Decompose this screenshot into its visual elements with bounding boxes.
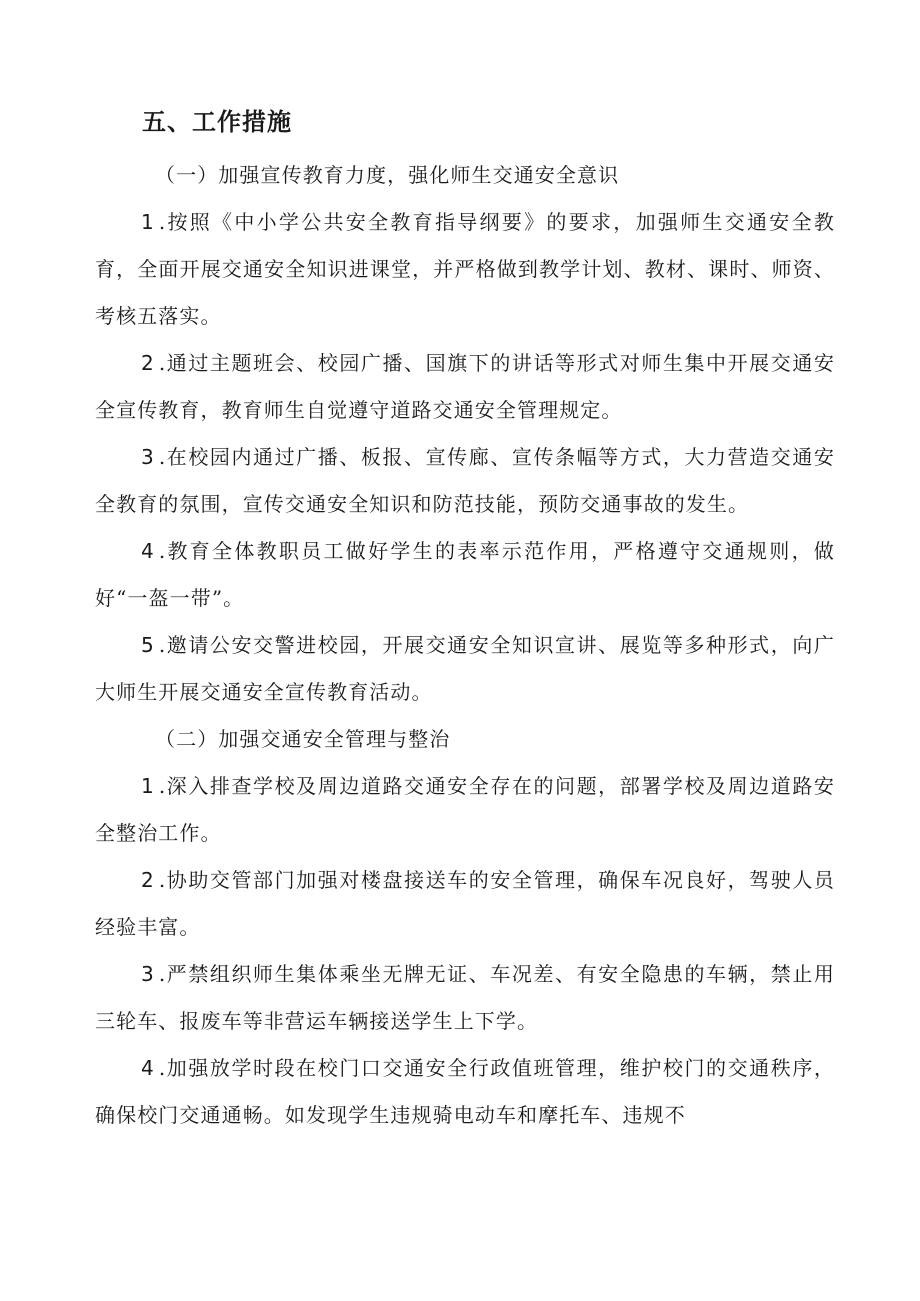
paragraph-text: .深入排查学校及周边道路交通安全存在的问题，部署学校及周边道路安全整治工作。: [95, 774, 835, 845]
subsection-heading: [95, 152, 835, 199]
paragraph-text: .教育全体教职员工做好学生的表率示范作用，严格遵守交通规则，做好“一盔一带”。: [95, 539, 835, 610]
list-item: [95, 1045, 835, 1139]
paragraph-text: .通过主题班会、校园广播、国旗下的讲话等形式对师生集中开展交通安全宣传教育，教育师生自觉遵守道路交通安全管理规定。: [95, 351, 835, 422]
list-item: [95, 199, 835, 340]
item-number: 1: [141, 210, 155, 234]
item-number: 4: [141, 539, 155, 563]
item-number: 4: [141, 1056, 155, 1080]
item-number: 1: [141, 774, 155, 798]
paragraph-text: （一）加强宣传教育力度，强化师生交通安全意识: [155, 163, 620, 187]
paragraph-text: .严禁组织师生集体乘坐无牌无证、车况差、有安全隐患的车辆，禁止用三轮车、报废车等非营运车辆接送学生上下学。: [95, 962, 835, 1033]
item-number: 2: [141, 351, 155, 375]
item-number: 3: [141, 962, 155, 986]
item-number: 5: [141, 633, 155, 657]
list-item: [95, 763, 835, 857]
list-item: [95, 340, 835, 434]
paragraph-text: .加强放学时段在校门口交通安全行政值班管理，维护校门的交通秩序，确保校门交通通畅。如发现学生违规骑电动车和摩托车、违规不: [95, 1056, 835, 1127]
list-item: [95, 434, 835, 528]
item-number: 2: [141, 868, 155, 892]
list-item: [95, 528, 835, 622]
paragraph-text: .邀请公安交警进校园，开展交通安全知识宣讲、展览等多种形式，向广大师生开展交通安全宣传教育活动。: [95, 633, 835, 704]
list-item: [95, 622, 835, 716]
paragraph-text: .协助交管部门加强对楼盘接送车的安全管理，确保车况良好，驾驶人员经验丰富。: [95, 868, 835, 939]
paragraph-text: （二）加强交通安全管理与整治: [155, 727, 451, 751]
paragraph-text: .在校园内通过广播、板报、宣传廊、宣传条幅等方式，大力营造交通安全教育的氛围，宣传交通安全知识和防范技能，预防交通事故的发生。: [95, 445, 835, 516]
list-item: [95, 951, 835, 1045]
list-item: [95, 857, 835, 951]
document-body: [95, 152, 835, 1139]
section-heading: 五、工作措施: [142, 108, 292, 136]
item-number: 3: [141, 445, 155, 469]
subsection-heading: [95, 716, 835, 763]
paragraph-text: .按照《中小学公共安全教育指导纲要》的要求，加强师生交通安全教育，全面开展交通安全知识进课堂，并严格做到教学计划、教材、课时、师资、考核五落实。: [95, 210, 835, 328]
